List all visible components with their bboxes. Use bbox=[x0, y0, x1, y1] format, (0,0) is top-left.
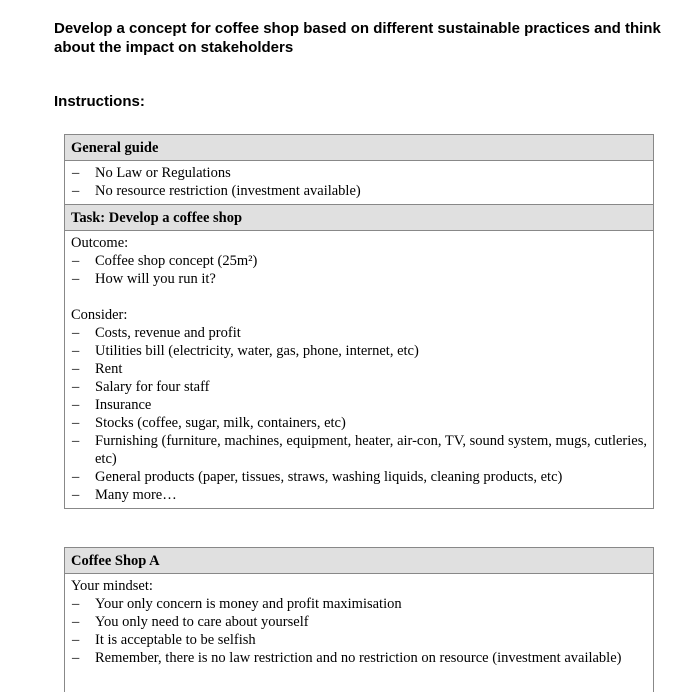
list-item: – No Law or Regulations bbox=[71, 164, 647, 182]
list-item: – How will you run it? bbox=[71, 270, 647, 288]
general-guide-list bbox=[71, 164, 647, 200]
general-guide-section bbox=[65, 161, 653, 204]
list-item: – It is acceptable to be selfish bbox=[71, 631, 647, 649]
list-item: – Coffee shop concept (25m²) bbox=[71, 252, 647, 270]
outcome-list bbox=[71, 252, 647, 288]
list-item: – General products (paper, tissues, straws, washing liquids, cleaning products, etc) bbox=[71, 468, 647, 486]
list-item: – You only need to care about yourself bbox=[71, 613, 647, 631]
list-item: – Many more… bbox=[71, 486, 647, 504]
list-item: – No resource restriction (investment available) bbox=[71, 182, 647, 200]
list-item: – Remember, there is no law restriction and no restriction on resource (investment available) bbox=[71, 649, 647, 667]
mindset-label: Your mindset: bbox=[71, 578, 153, 594]
task-section bbox=[65, 231, 653, 508]
task-header: Task: Develop a coffee shop bbox=[65, 204, 653, 231]
instructions-table bbox=[64, 134, 654, 509]
list-item: – Stocks (coffee, sugar, milk, containers, etc) bbox=[71, 414, 647, 432]
general-guide-header: General guide bbox=[65, 135, 653, 161]
page-title: Develop a concept for coffee shop based on different sustainable practices and think about the impact on stakeholders bbox=[54, 20, 661, 56]
coffee-shop-a-table bbox=[64, 547, 654, 692]
instructions-label: Instructions: bbox=[54, 93, 145, 110]
outcome-label: Outcome: bbox=[71, 235, 129, 251]
list-item: – Insurance bbox=[71, 396, 647, 414]
consider-list bbox=[71, 324, 647, 504]
coffee-shop-a-header: Coffee Shop A bbox=[65, 548, 653, 574]
list-item: – Your only concern is money and profit maximisation bbox=[71, 595, 647, 613]
list-item: – Utilities bill (electricity, water, gas, phone, internet, etc) bbox=[71, 342, 647, 360]
list-item: – Rent bbox=[71, 360, 647, 378]
mindset-section bbox=[65, 574, 653, 671]
list-item: – Furnishing (furniture, machines, equipment, heater, air-con, TV, sound system, mugs, cutleries, etc) bbox=[71, 432, 647, 468]
consider-label: Consider: bbox=[71, 307, 128, 323]
mindset-list bbox=[71, 595, 647, 667]
list-item: – Salary for four staff bbox=[71, 378, 647, 396]
list-item: – Costs, revenue and profit bbox=[71, 324, 647, 342]
